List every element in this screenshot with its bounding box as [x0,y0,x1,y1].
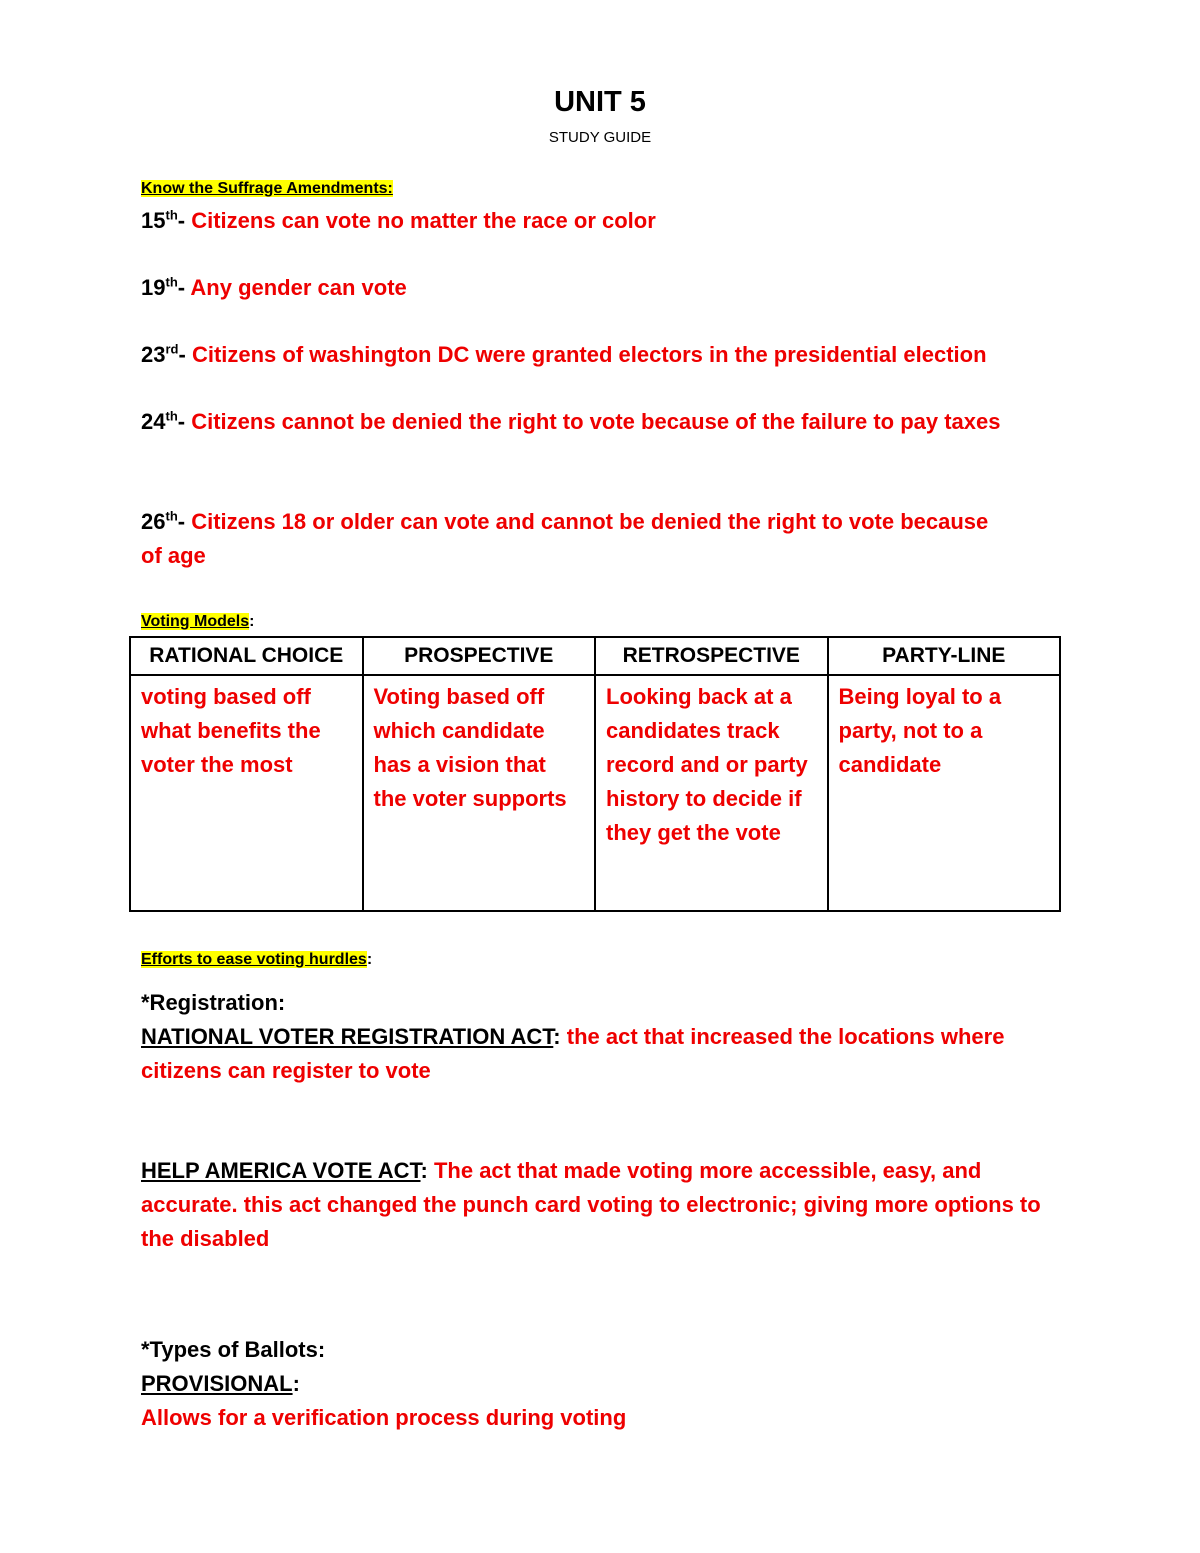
amendment-23 [141,338,1071,372]
cell-prospective: Voting based off which candidate has a vision that the voter supports [363,675,596,911]
cell-rational-choice: voting based off what benefits the voter the most [130,675,363,911]
column-header-prospective: PROSPECTIVE [363,637,596,675]
amendment-number: 23rd [141,341,179,367]
amendment-number: 26th [141,508,178,534]
efforts-label-text: Efforts to ease voting hurdles [141,951,367,968]
amendment-separator: - [177,409,192,434]
amendment-separator: - [177,208,192,233]
column-header-party-line: PARTY-LINE [828,637,1061,675]
provisional-definition: Allows for a verification process during voting [141,1405,627,1430]
amendment-19 [141,271,1071,305]
ballots-heading: *Types of Ballots: [141,1337,326,1362]
hava-term: HELP AMERICA VOTE ACT [141,1158,421,1183]
amendment-separator: - [177,275,191,300]
amendment-description: Citizens cannot be denied the right to vote because of the failure to pay taxes [191,409,1001,434]
page-subtitle: STUDY GUIDE [548,129,652,146]
table-row [130,675,1060,911]
amendment-26 [141,505,991,573]
nvra-entry: NATIONAL VOTER REGISTRATION ACT: the act that increased the locations where citizens can register to vote [141,1024,1005,1083]
provisional-term: PROVISIONAL [141,1371,293,1396]
amendment-description: Any gender can vote [190,275,407,300]
amendment-24 [141,405,1031,439]
cell-party-line: Being loyal to a party, not to a candidate [828,675,1061,911]
nvra-definition: the act that increased the locations where citizens can register to vote [141,1024,1005,1083]
amendment-15 [141,204,1071,238]
suffrage-section-label [141,180,393,198]
cell-retrospective: Looking back at a candidates track record and or party history to decide if they get the vote [595,675,828,911]
amendment-number: 24th [141,408,178,434]
amendment-number: 15th [141,207,178,233]
voting-models-label-text: Voting Models [141,613,250,630]
voting-models-table [129,636,1061,912]
column-header-retrospective: RETROSPECTIVE [595,637,828,675]
amendment-description: Citizens 18 or older can vote and cannot be denied the right to vote because of age [141,509,989,568]
amendment-number: 19th [141,274,178,300]
registration-heading: *Registration: [141,990,286,1015]
page-title: UNIT 5 [554,86,646,118]
amendment-separator: - [177,509,192,534]
provisional-term-line: PROVISIONAL: [141,1371,300,1396]
amendment-description: Citizens of washington DC were granted electors in the presidential election [191,342,987,367]
suffrage-label-text: Know the Suffrage Amendments: [141,180,393,197]
amendment-description: Citizens can vote no matter the race or color [191,208,656,233]
column-header-rational-choice: RATIONAL CHOICE [130,637,363,675]
nvra-term: NATIONAL VOTER REGISTRATION ACT [141,1024,554,1049]
voting-models-label: Voting Models: [141,613,255,630]
hava-definition: The act that made voting more accessible, easy, and accurate. this act changed the punch card voting to electronic; giving more options to the disabled [141,1158,1041,1251]
efforts-section-label: Efforts to ease voting hurdles: [141,951,373,968]
amendment-separator: - [178,342,192,367]
table-header-row [130,637,1060,675]
hava-entry: HELP AMERICA VOTE ACT: The act that made voting more accessible, easy, and accurate. this act changed the punch card voting to electronic; giving more options to the disabled [141,1158,1041,1251]
